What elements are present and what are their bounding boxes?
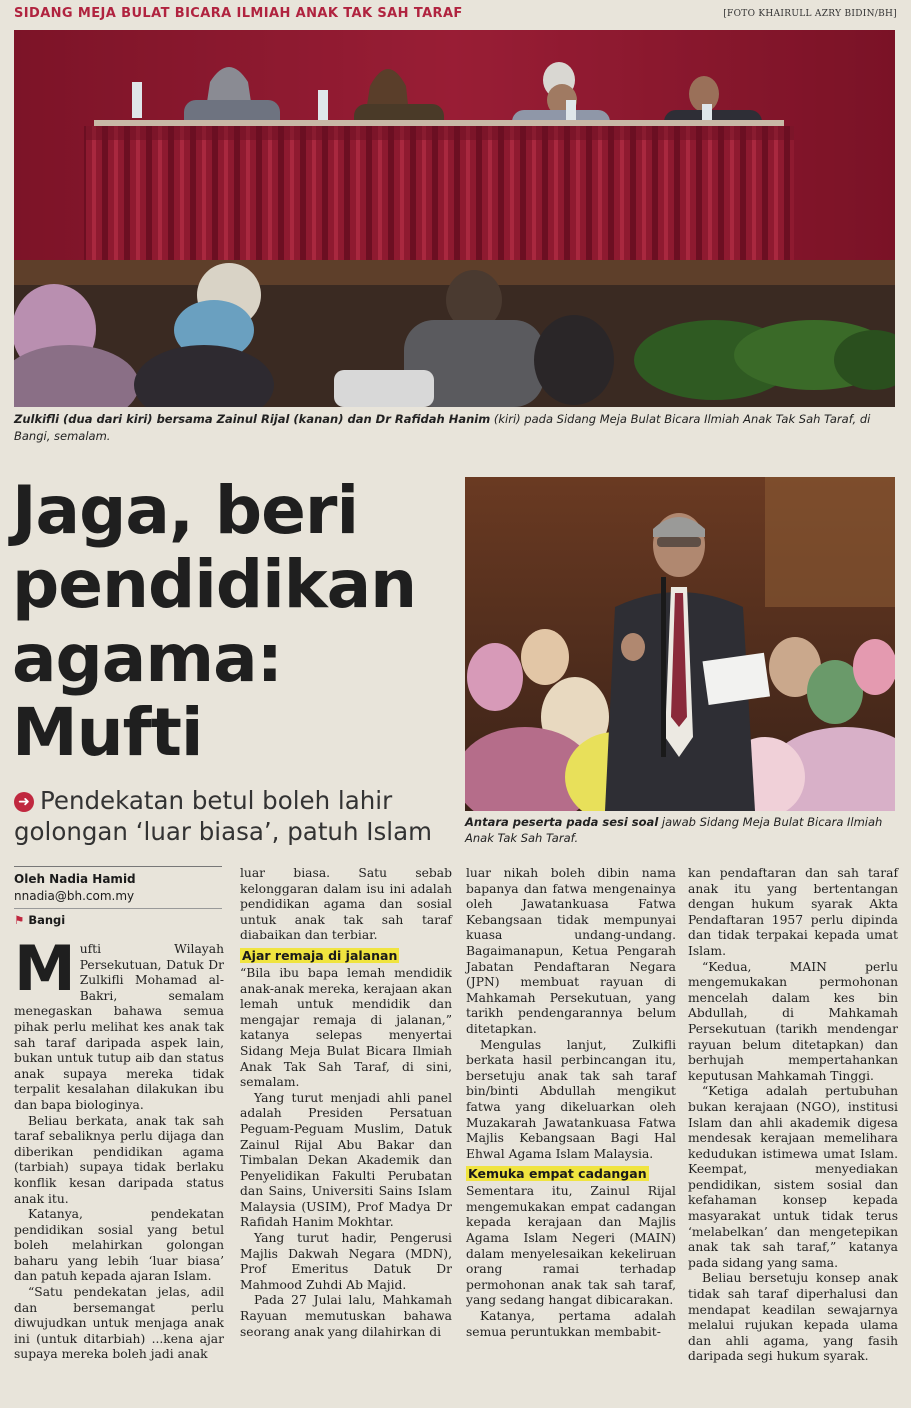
photo-credit: [FOTO KHAIRULL AZRY BIDIN/BH] (723, 9, 897, 19)
location-text: Bangi (28, 913, 66, 927)
article-paragraph: “Bila ibu bapa lemah mendidik anak-anak mereka, kerajaan akan lemah untuk mendidik dan mengajar remaja di jalanan,” katanya selepas menyertai Sidang Meja Bulat Bicara Ilmiah Anak Tak Sah Taraf, di sini, semalam. (240, 965, 452, 1090)
caption-text: (kiri) pada Sidang Meja Bulat Bicara Ilmiah Anak Tak Sah Taraf, di Bangi, semalam. (14, 412, 871, 443)
standfirst-text: Pendekatan betul boleh lahir golongan ‘luar biasa’, patuh Islam (14, 786, 432, 846)
second-photo (465, 477, 895, 811)
article-paragraph: Beliau berkata, anak tak sah taraf sebaliknya perlu dijaga dan diberikan pendidikan agama (tarbiah) supaya tidak berlaku konflik kesan daripada status anak itu. (14, 1113, 224, 1206)
drop-cap: M (14, 932, 76, 1005)
panel-stage-illustration (14, 30, 895, 407)
article-paragraph: “Satu pendekatan jelas, adil dan bersemangat perlu diwujudkan untuk menjaga anak ini (untuk ditarbiah) ...kena ajar supaya mereka boleh jadi anak (14, 1285, 224, 1362)
article-paragraph: Yang turut menjadi ahli panel adalah Presiden Persatuan Peguam-Peguam Muslim, Datuk Zainul Rijal Abu Bakar dan Timbalan Dekan Akademik dan Penyelidikan Fakulti Perubatan dan Sains, Universiti Sains Islam Malaysia (USIM), Prof Madya Dr Rafidah Hanim Mokhtar. (240, 1090, 452, 1230)
second-photo-caption (465, 814, 897, 846)
main-photo (14, 30, 895, 407)
article-paragraph: Mengulas lanjut, Zulkifli berkata hasil perbincangan itu, bersetuju anak tak sah taraf bin/binti Abdullah mengikut fatwa yang dikeluarkan oleh Muzakarah Jawatankuasa Fatwa Majlis Kebangsaan Bagi Hal Ehwal Agama Islam Malaysia. (466, 1037, 676, 1161)
article-paragraph: “Ketiga adalah pertubuhan bukan kerajaan (NGO), institusi Islam dan ahli akademik digesa mendesak kerajaan memelihara kedudukan istimewa umat Islam. Keempat, menyediakan pendidikan, sistem sosial dan kefahaman konsep kepada masyarakat untuk tidak terus ‘melabelkan’ dan mengetepikan anak tak sah taraf,” katanya pada sidang yang sama. (688, 1084, 898, 1270)
article-paragraph: luar nikah boleh dibin nama bapanya dan fatwa mengenainya oleh Jawatankuasa Fatwa Kebangsaan tidak mempunyai kuasa undang-undang. Bagaimanapun, Ketua Pengarah Jabatan Pendaftaran Negara (JPN) membuat rayuan di Mahkamah Persekutuan, yang tarikh pendengarannya belum ditetapkan. (466, 866, 676, 1036)
section-kicker: SIDANG MEJA BULAT BICARA ILMIAH ANAK TAK SAH TARAF (14, 6, 463, 21)
audience-speaker-illustration (465, 477, 895, 811)
arrow-right-icon: ➜ (14, 792, 34, 812)
byline-author: Oleh Nadia Hamid (14, 872, 136, 886)
byline (14, 866, 222, 928)
article-paragraph: Beliau bersetuju konsep anak tidak sah taraf diperhalusi dan mendapat keadilan sewajarnya melalui rujukan kepada ulama dan ahli agama, yang fasih daripada segi hukum syarak. (688, 1271, 898, 1364)
headline-line-2: pendidikan (12, 546, 417, 623)
article-paragraph: Sementara itu, Zainul Rijal mengemukakan empat cadangan kepada kerajaan dan Majlis Agama Islam Negeri (MAIN) dalam menyelesaikan kekeliruan orang ramai terhadap permohonan anak tak sah taraf, yang sedang hangat dibicarakan. (466, 1184, 676, 1308)
byline-location (14, 908, 222, 928)
subheading-1: Ajar remaja di jalanan (242, 947, 398, 963)
article-paragraph: Mufti Wilayah Persekutuan, Datuk Dr Zulkifli Mohamad al-Bakri, semalam menegaskan bahawa semua pihak perlu melihat kes anak tak sah taraf daripada aspek lain, bukan untuk tutup aib dan status anak supaya mereka tidak terpalit kesalahan dilakukan ibu dan bapa biologinya. (14, 932, 224, 1112)
article-paragraph: Yang turut hadir, Pengerusi Majlis Dakwah Negara (MDN), Prof Emeritus Datuk Dr Mahmood Zuhdi Ab Majid. (240, 1231, 452, 1292)
article-column-1 (14, 932, 224, 1363)
subheading-2: Kemuka empat cadangan (468, 1166, 647, 1182)
article-paragraph: Pada 27 Julai lalu, Mahkamah Rayuan memutuskan bahawa seorang anak yang dilahirkan di (240, 1293, 452, 1339)
flag-icon: ⚑ (14, 913, 25, 927)
article-paragraph: Katanya, pertama adalah semua peruntukkan membabit- (466, 1309, 676, 1339)
article-column-4 (688, 866, 898, 1365)
standfirst (14, 785, 459, 847)
caption2-text: jawab Sidang Meja Bulat Bicara Ilmiah Anak Tak Sah Taraf. (465, 815, 883, 845)
article-paragraph: Katanya, pendekatan pendidikan sosial yang betul boleh melahirkan golongan baharu yang lebih ‘luar biasa’ dan patuh kepada ajaran Islam. (14, 1207, 224, 1284)
headline-line-1: Jaga, beri (12, 472, 359, 549)
article-column-3 (466, 866, 676, 1340)
byline-email[interactable]: nnadia@bh.com.my (14, 889, 135, 903)
caption2-bold: Antara peserta pada sesi soal (465, 815, 659, 829)
article-column-2 (240, 866, 452, 1340)
main-photo-caption (14, 411, 898, 445)
article-paragraph: “Kedua, MAIN perlu mengemukakan permohonan mencelah dalam kes bin Abdullah, di Mahkamah Persekutuan (tarikh mendengar rayuan belum ditetapkan) dan berhujah mempertahankan keputusan Mahkamah Tinggi. (688, 959, 898, 1083)
caption-names: Zulkifli (dua dari kiri) bersama Zainul Rijal (kanan) dan Dr Rafidah Hanim (14, 412, 491, 426)
headline-line-3: agama: Mufti (12, 620, 283, 771)
article-paragraph: kan pendaftaran dan sah taraf anak itu yang bertentangan dengan hukum syarak Akta Pendaftaran 1957 perlu dipinda dan tidak terpakai kepada umat Islam. (688, 866, 898, 958)
article-paragraph: luar biasa. Satu sebab kelonggaran dalam isu ini adalah pendidikan agama dan sosial untuk anak tak sah taraf diabaikan dan terbiar. (240, 866, 452, 943)
headline (12, 474, 452, 770)
